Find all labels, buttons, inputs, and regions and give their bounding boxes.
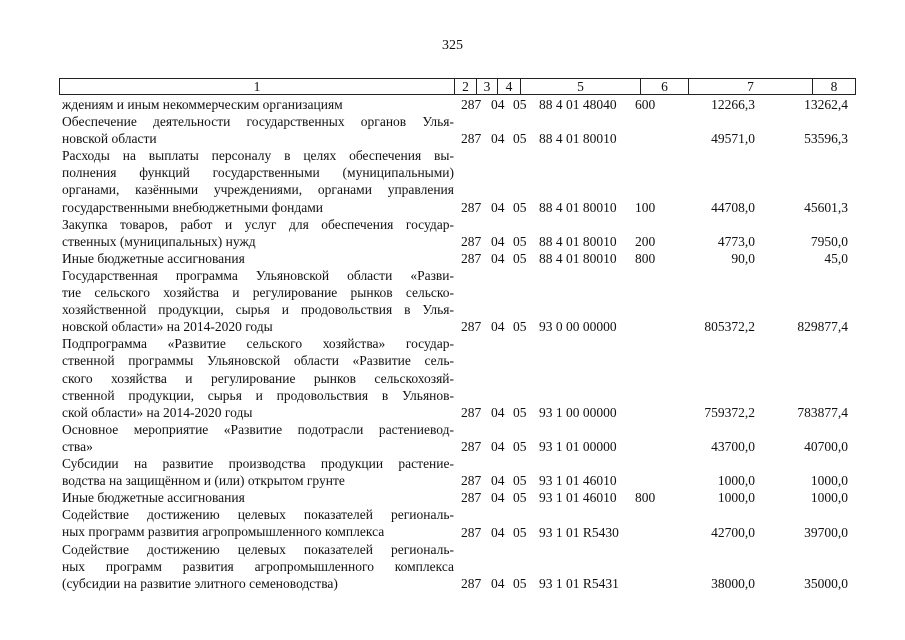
- cell-c2: 287: [461, 473, 482, 489]
- row-description: [62, 250, 454, 267]
- cell-c3: 04: [491, 97, 505, 112]
- description-line: полнения функций государственными (муниципальными): [62, 165, 454, 181]
- cell-c4: 05: [513, 131, 527, 147]
- description-line: органами, казёнными учреждениями, органами управления: [62, 182, 454, 198]
- cell-c3: 04: [491, 131, 505, 147]
- description-line: тие сельского хозяйства и регулирование рынков сельско-: [62, 285, 454, 301]
- description-line: новской области» на 2014-2020 годы: [62, 319, 273, 335]
- cell-c2: 287: [461, 575, 482, 591]
- cell-c4: 05: [513, 490, 527, 506]
- cell-c2: 287: [461, 490, 482, 506]
- column-header-6: 6: [641, 79, 689, 94]
- cell-c8: 783877,4: [797, 404, 848, 420]
- cell-c4: 05: [513, 250, 527, 266]
- cell-c3: 04: [491, 575, 505, 591]
- cell-c3: 04: [491, 199, 505, 215]
- cell-c4: 05: [513, 575, 527, 591]
- cell-c5: 88 4 01 80010: [539, 233, 617, 249]
- cell-c7: 12266,3: [711, 97, 755, 112]
- cell-c3: 04: [491, 233, 505, 249]
- table-header: [59, 78, 856, 95]
- cell-c6: 600: [635, 97, 656, 112]
- cell-c2: 287: [461, 97, 482, 112]
- description-line: новской области: [62, 131, 157, 147]
- cell-c2: 287: [461, 439, 482, 454]
- cell-c3: 04: [491, 404, 505, 420]
- cell-c5: 93 1 01 R5430: [539, 524, 619, 540]
- cell-c7: 42700,0: [711, 524, 755, 540]
- cell-c8: 53596,3: [804, 131, 848, 147]
- cell-c2: 287: [461, 524, 482, 540]
- cell-c8: 1000,0: [810, 490, 848, 506]
- description-line: Иные бюджетные ассигнования: [62, 250, 245, 266]
- row-description: [62, 96, 454, 113]
- cell-c7: 805372,2: [704, 319, 755, 335]
- description-line: Расходы на выплаты персоналу в целях обеспечения вы-: [62, 148, 454, 164]
- cell-c7: 4773,0: [717, 233, 755, 249]
- cell-c6: 200: [635, 233, 656, 249]
- column-header-2: 2: [455, 79, 477, 94]
- cell-c5: 88 4 01 80010: [539, 250, 617, 266]
- row-description: [62, 455, 454, 489]
- cell-c3: 04: [491, 524, 505, 540]
- description-line: Субсидии на развитие производства продукции растение-: [62, 456, 454, 472]
- description-line: Основное мероприятие «Развитие подотрасли растениевод-: [62, 421, 454, 437]
- description-line: Содействие достижению целевых показателей региональ-: [62, 541, 454, 557]
- cell-c2: 287: [461, 319, 482, 335]
- description-line: ского хозяйства и регулирование рынков сельскохозяй-: [62, 370, 454, 386]
- cell-c4: 05: [513, 199, 527, 215]
- description-line: ждениям и иным некоммерческим организациям: [62, 97, 343, 112]
- row-description: [62, 147, 454, 215]
- cell-c8: 35000,0: [804, 575, 848, 591]
- row-description: [62, 335, 454, 420]
- cell-c5: 93 1 01 00000: [539, 439, 617, 454]
- cell-c4: 05: [513, 404, 527, 420]
- cell-c8: 13262,4: [804, 97, 848, 112]
- description-line: хозяйственной продукции, сырья и продовольствия в Улья-: [62, 302, 454, 318]
- cell-c7: 90,0: [731, 250, 755, 266]
- row-description: [62, 489, 454, 506]
- cell-c4: 05: [513, 473, 527, 489]
- description-line: ных программ развития агропромышленного комплекса: [62, 558, 454, 574]
- cell-c6: 800: [635, 250, 656, 266]
- cell-c4: 05: [513, 439, 527, 454]
- cell-c7: 38000,0: [711, 575, 755, 591]
- row-description: [62, 267, 454, 335]
- cell-c8: 39700,0: [804, 524, 848, 540]
- cell-c2: 287: [461, 404, 482, 420]
- cell-c2: 287: [461, 131, 482, 147]
- cell-c8: 829877,4: [797, 319, 848, 335]
- cell-c8: 45,0: [824, 250, 848, 266]
- row-description: [62, 421, 454, 455]
- column-header-1: 1: [60, 79, 455, 94]
- cell-c7: 1000,0: [717, 490, 755, 506]
- row-description: [62, 541, 454, 592]
- description-line: Государственная программа Ульяновской области «Разви-: [62, 268, 454, 283]
- description-line: Обеспечение деятельности государственных органов Улья-: [62, 114, 454, 130]
- description-line: ственных (муниципальных) нужд: [62, 233, 256, 249]
- cell-c5: 88 4 01 80010: [539, 131, 617, 147]
- cell-c4: 05: [513, 97, 527, 112]
- description-line: ственной продукции, сырья и продовольствия в Ульянов-: [62, 387, 454, 403]
- column-header-8: 8: [830, 79, 838, 94]
- cell-c3: 04: [491, 490, 505, 506]
- description-line: ственной программы Ульяновской области «Развитие сель-: [62, 353, 454, 369]
- column-header-5: 5: [521, 79, 641, 94]
- cell-c7: 44708,0: [711, 199, 755, 215]
- description-line: ных программ развития агропромышленного комплекса: [62, 524, 385, 540]
- cell-c3: 04: [491, 473, 505, 489]
- cell-c7: 49571,0: [711, 131, 755, 147]
- cell-c5: 93 1 01 R5431: [539, 575, 619, 591]
- cell-c6: 100: [635, 199, 656, 215]
- page-number: 325: [442, 38, 463, 53]
- cell-c5: 88 4 01 48040: [539, 97, 617, 112]
- cell-c5: 88 4 01 80010: [539, 199, 617, 215]
- cell-c3: 04: [491, 319, 505, 335]
- cell-c5: 93 1 01 46010: [539, 490, 617, 506]
- cell-c8: 1000,0: [810, 473, 848, 489]
- description-line: водства на защищённом и (или) открытом грунте: [62, 473, 345, 489]
- cell-c4: 05: [513, 524, 527, 540]
- cell-c5: 93 1 00 00000: [539, 404, 617, 420]
- cell-c7: 759372,2: [704, 404, 755, 420]
- description-line: (субсидии на развитие элитного семеноводства): [62, 575, 338, 591]
- row-description: [62, 113, 454, 147]
- cell-c5: 93 1 01 46010: [539, 473, 617, 489]
- cell-c3: 04: [491, 439, 505, 454]
- cell-c2: 287: [461, 250, 482, 266]
- cell-c6: 800: [635, 490, 656, 506]
- cell-c4: 05: [513, 319, 527, 335]
- column-header-7: 7: [689, 79, 813, 94]
- cell-c2: 287: [461, 199, 482, 215]
- cell-c3: 04: [491, 250, 505, 266]
- description-line: Содействие достижению целевых показателей региональ-: [62, 507, 454, 523]
- column-header-4: 4: [498, 79, 521, 94]
- cell-c8: 7950,0: [810, 233, 848, 249]
- cell-c4: 05: [513, 233, 527, 249]
- description-line: ства»: [62, 438, 93, 454]
- row-description: [62, 216, 454, 250]
- description-line: Иные бюджетные ассигнования: [62, 490, 245, 506]
- cell-c7: 1000,0: [717, 473, 755, 489]
- description-line: Подпрограмма «Развитие сельского хозяйства» государ-: [62, 336, 454, 352]
- description-line: Закупка товаров, работ и услуг для обеспечения государ-: [62, 216, 454, 232]
- description-line: ской области» на 2014-2020 годы: [62, 404, 253, 420]
- description-line: государственными внебюджетными фондами: [62, 199, 324, 215]
- cell-c5: 93 0 00 00000: [539, 319, 617, 335]
- row-description: [62, 506, 454, 540]
- column-header-3: 3: [477, 79, 498, 94]
- cell-c2: 287: [461, 233, 482, 249]
- cell-c8: 40700,0: [804, 439, 848, 454]
- cell-c8: 45601,3: [804, 199, 848, 215]
- cell-c7: 43700,0: [711, 439, 755, 454]
